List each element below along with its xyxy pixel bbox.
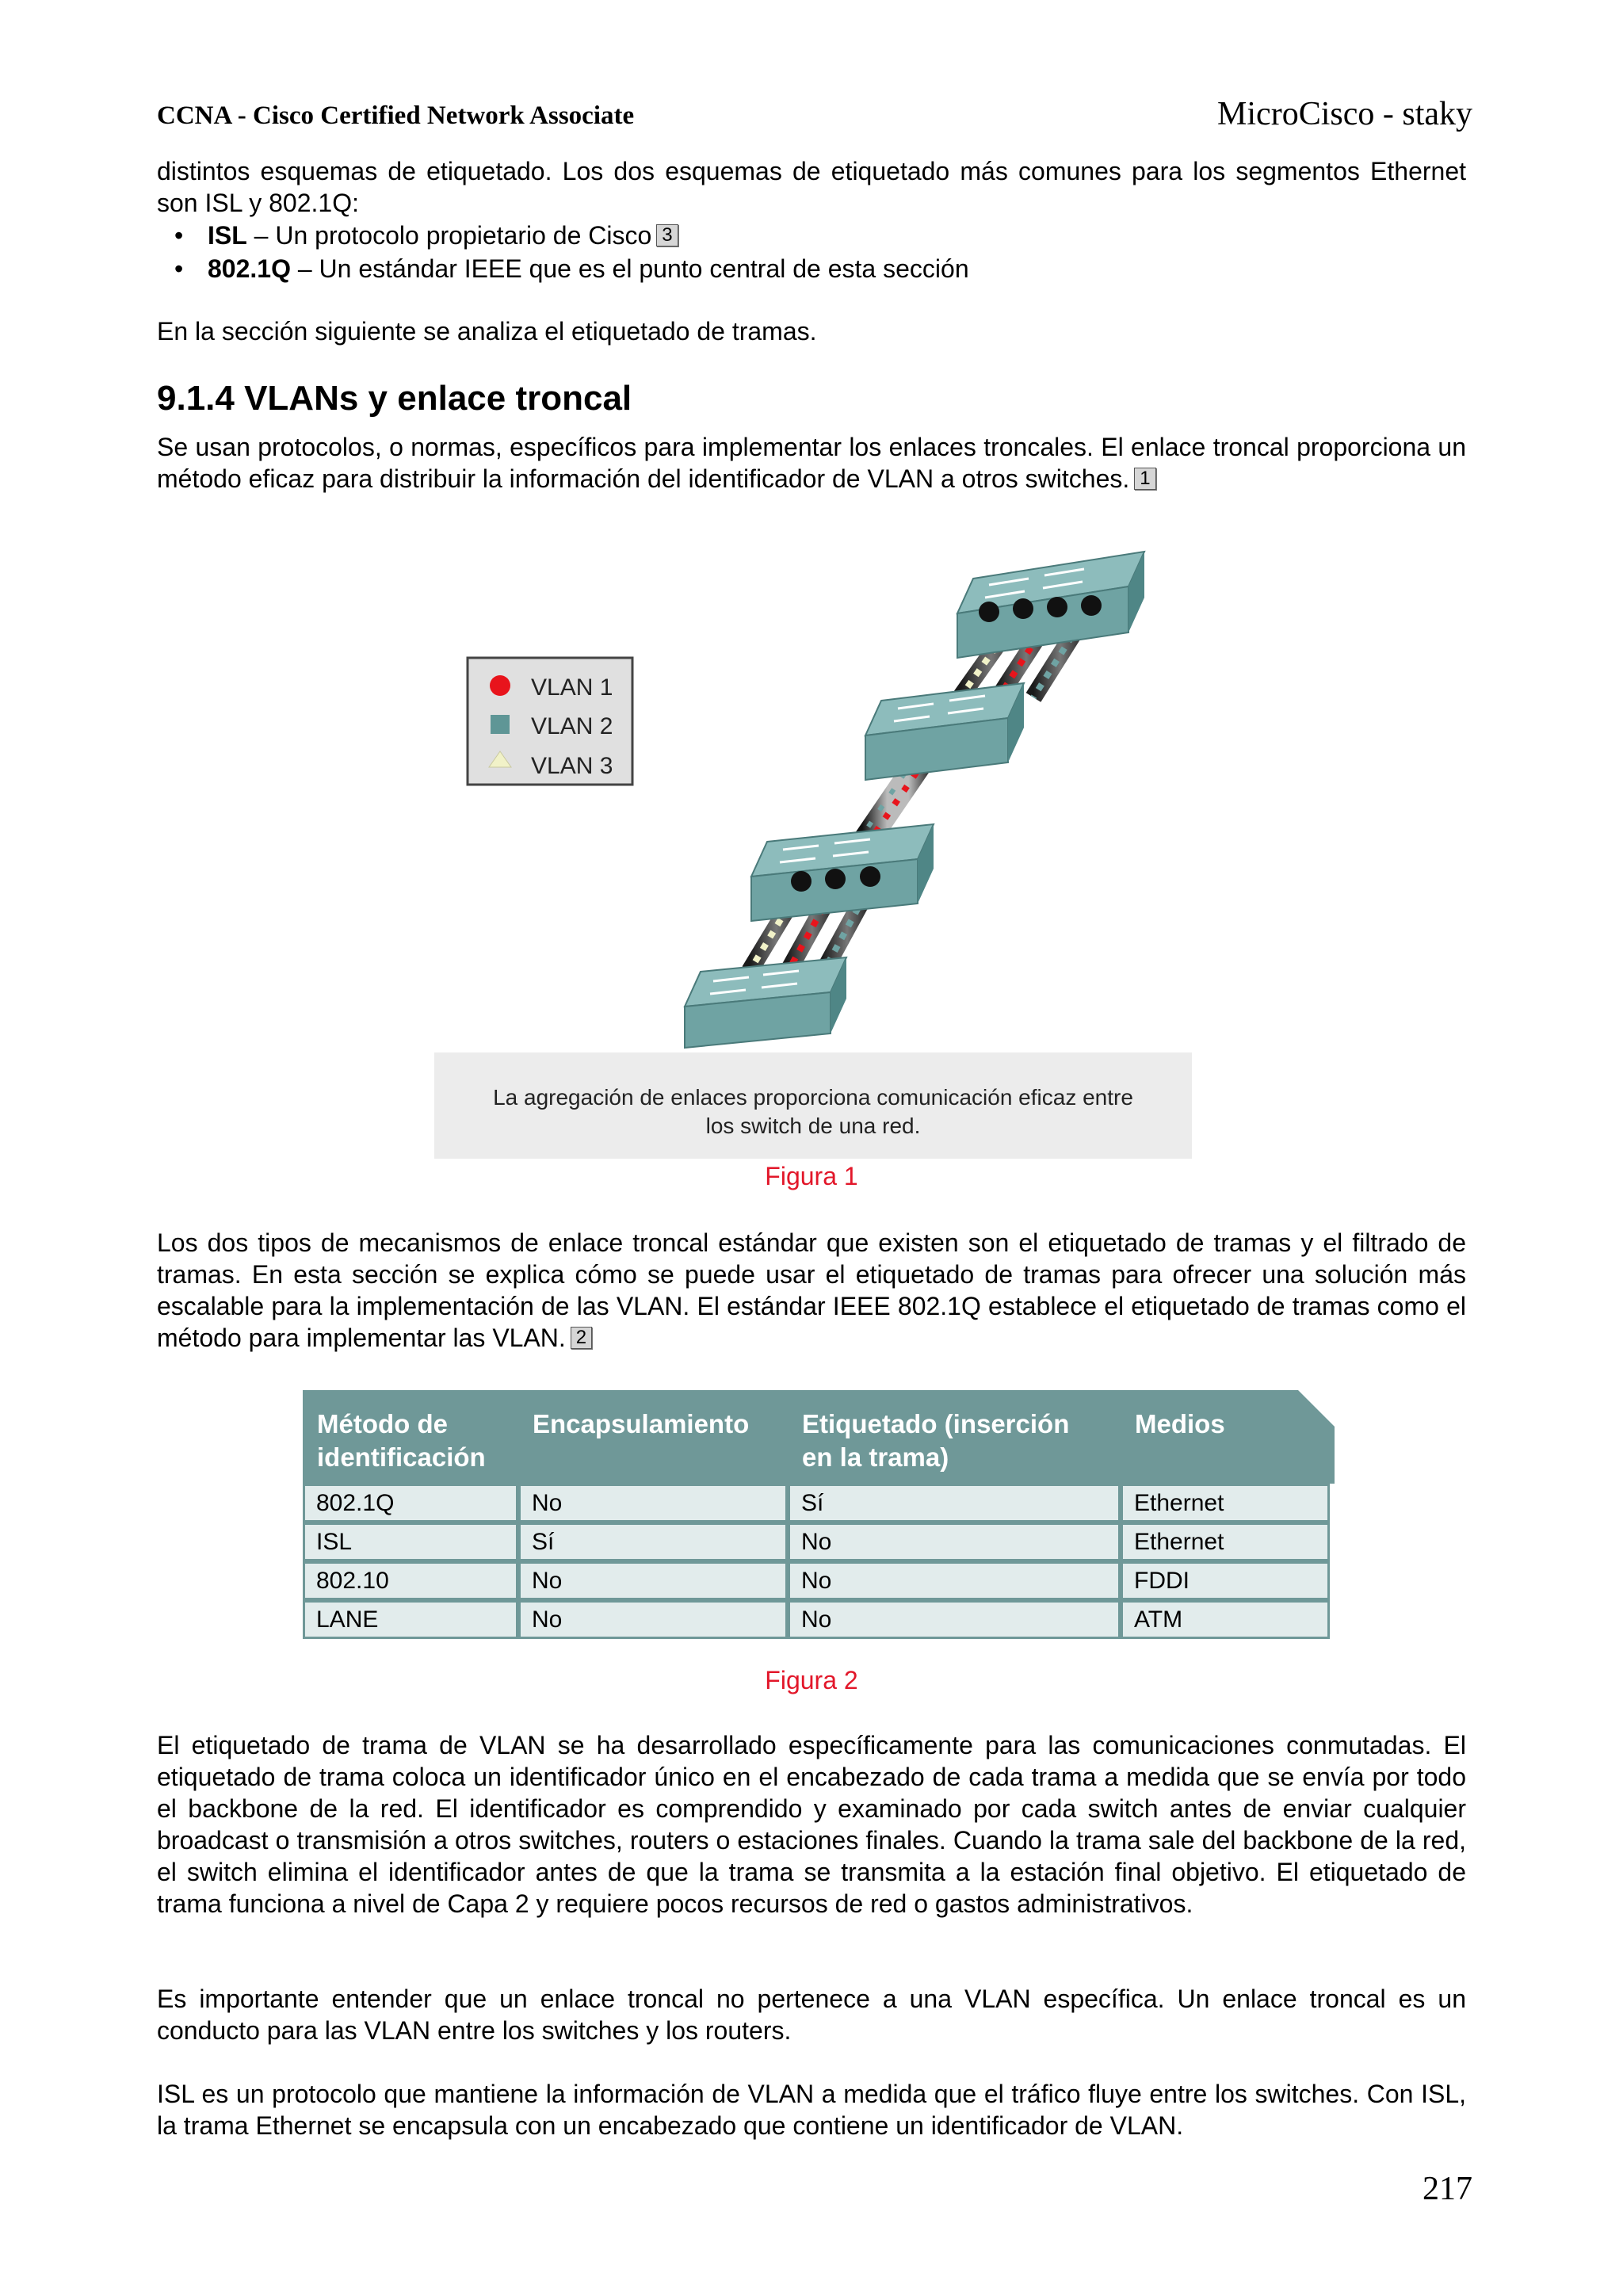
table-cell: Ethernet [1121, 1522, 1330, 1561]
switch-2 [865, 683, 1024, 780]
table-cell: No [518, 1600, 788, 1639]
bullet-term: ISL [208, 221, 247, 250]
bullet-dot-icon: • [174, 221, 184, 250]
table-cell: Sí [518, 1522, 788, 1561]
vlan1-dot-icon [490, 675, 510, 696]
next-section-paragraph [157, 315, 1466, 347]
table-cell: ISL [303, 1522, 518, 1561]
legend-vlan1: VLAN 1 [531, 674, 613, 701]
paragraph-text: ISL es un protocolo que mantiene la información de VLAN a medida que el tráfico fluye entre los switches. Con ISL, la trama Ethernet se encapsula con un encabezado que contiene un identificador de VLAN. [157, 2080, 1466, 2140]
bullet-term: 802.1Q [208, 254, 291, 283]
figure-2-table [303, 1390, 1335, 1645]
next-text: En la sección siguiente se analiza el etiquetado de tramas. [157, 317, 817, 346]
figure-ref-button[interactable]: 3 [656, 224, 678, 246]
vlan2-square-icon [491, 715, 510, 734]
section-paragraph [157, 431, 1466, 495]
table-cell: 802.1Q [303, 1484, 518, 1522]
paragraph-trunking-mechanisms [157, 1227, 1466, 1354]
switch-4 [685, 957, 846, 1048]
legend-vlan2: VLAN 2 [531, 713, 613, 739]
paragraph-text: El etiquetado de trama de VLAN se ha desarrollado específicamente para las comunicaciones conmutadas. El etiquetado de trama coloca un identificador único en el encabezado de cada trama a medida que se envía por todo el backbone de la red. El identificador es comprendido y examinado por cada switch antes de enviar cualquier broadcast o transmisión a otros switches, routers o estaciones finales. Cuando la trama sale del backbone de la red, el switch elimina el identificador antes de que la trama se transmita a la estación final objetivo. El etiquetado de trama funciona a nivel de Capa 2 y requiere pocos recursos de red o gastos administrativos. [157, 1731, 1466, 1918]
table-header-media: Medios [1135, 1409, 1225, 1438]
paragraph-isl [157, 2078, 1466, 2141]
table-row [303, 1600, 1330, 1639]
paragraph-text: Los dos tipos de mecanismos de enlace troncal estándar que existen son el etiquetado de tramas y el filtrado de tramas. En esta sección se explica cómo se puede usar el etiquetado de tramas para ofrecer una solución más escalable para la implementación de las VLAN. El estándar IEEE 802.1Q establece el etiquetado de tramas como el método para implementar las VLAN. [157, 1228, 1466, 1352]
identification-methods-table [303, 1484, 1330, 1639]
table-cell: No [788, 1600, 1121, 1639]
table-cell: Ethernet [1121, 1484, 1330, 1522]
switch-3 [751, 824, 934, 921]
figure-1 [434, 525, 1192, 1159]
running-header-left: CCNA - Cisco Certified Network Associate [157, 101, 635, 130]
table-cell: LANE [303, 1600, 518, 1639]
table-row [303, 1522, 1330, 1561]
table-header-method: Método de identificación [317, 1409, 486, 1472]
page-number: 217 [1423, 2171, 1472, 2207]
table-cell: No [788, 1522, 1121, 1561]
intro-text: distintos esquemas de etiquetado. Los dos esquemas de etiquetado más comunes para los segmentos Ethernet son ISL y 802.1Q: [157, 157, 1466, 217]
bullet-dot-icon: • [174, 254, 184, 283]
table-row [303, 1484, 1330, 1522]
table-cell: ATM [1121, 1600, 1330, 1639]
table-cell: No [788, 1561, 1121, 1600]
paragraph-text: Es importante entender que un enlace troncal no pertenece a una VLAN específica. Un enlace troncal es un conducto para las VLAN entre los switches y los routers. [157, 1985, 1466, 2045]
bullet-8021q [174, 252, 969, 285]
figure-1-label: Figura 1 [765, 1162, 858, 1190]
table-cell: Sí [788, 1484, 1121, 1522]
table-cell: No [518, 1561, 788, 1600]
figure-caption-line2: los switch de una red. [705, 1114, 921, 1138]
figure-ref-button[interactable]: 1 [1134, 468, 1155, 490]
section-text: Se usan protocolos, o normas, específicos para implementar los enlaces troncales. El enlace troncal proporciona un método eficaz para distribuir la información del identificador de VLAN a otros switches. [157, 433, 1466, 493]
bullet-text: – Un protocolo propietario de Cisco [246, 221, 652, 250]
figure-ref-button[interactable]: 2 [571, 1327, 592, 1349]
paragraph-trunk-link [157, 1983, 1466, 2046]
table-row [303, 1561, 1330, 1600]
table-cell: FDDI [1121, 1561, 1330, 1600]
table-header-tagging: Etiquetado (inserción en la trama) [802, 1409, 1070, 1472]
legend [468, 658, 632, 785]
switch-1 [957, 552, 1144, 658]
legend-vlan3: VLAN 3 [531, 753, 613, 779]
trunk-diagram [434, 525, 1192, 1159]
paragraph-frame-tagging [157, 1729, 1466, 1920]
table-cell: 802.10 [303, 1561, 518, 1600]
figure-2-label: Figura 2 [765, 1666, 858, 1694]
table-cell: No [518, 1484, 788, 1522]
section-heading: 9.1.4 VLANs y enlace troncal [157, 379, 632, 418]
intro-paragraph [157, 155, 1466, 219]
table-header-encapsulation: Encapsulamiento [533, 1409, 750, 1438]
bullet-isl [174, 219, 678, 252]
bullet-text: – Un estándar IEEE que es el punto central de esta sección [290, 254, 969, 283]
running-header-right: MicroCisco - staky [1217, 96, 1472, 132]
figure-caption-line1: La agregación de enlaces proporciona comunicación eficaz entre [493, 1085, 1133, 1110]
